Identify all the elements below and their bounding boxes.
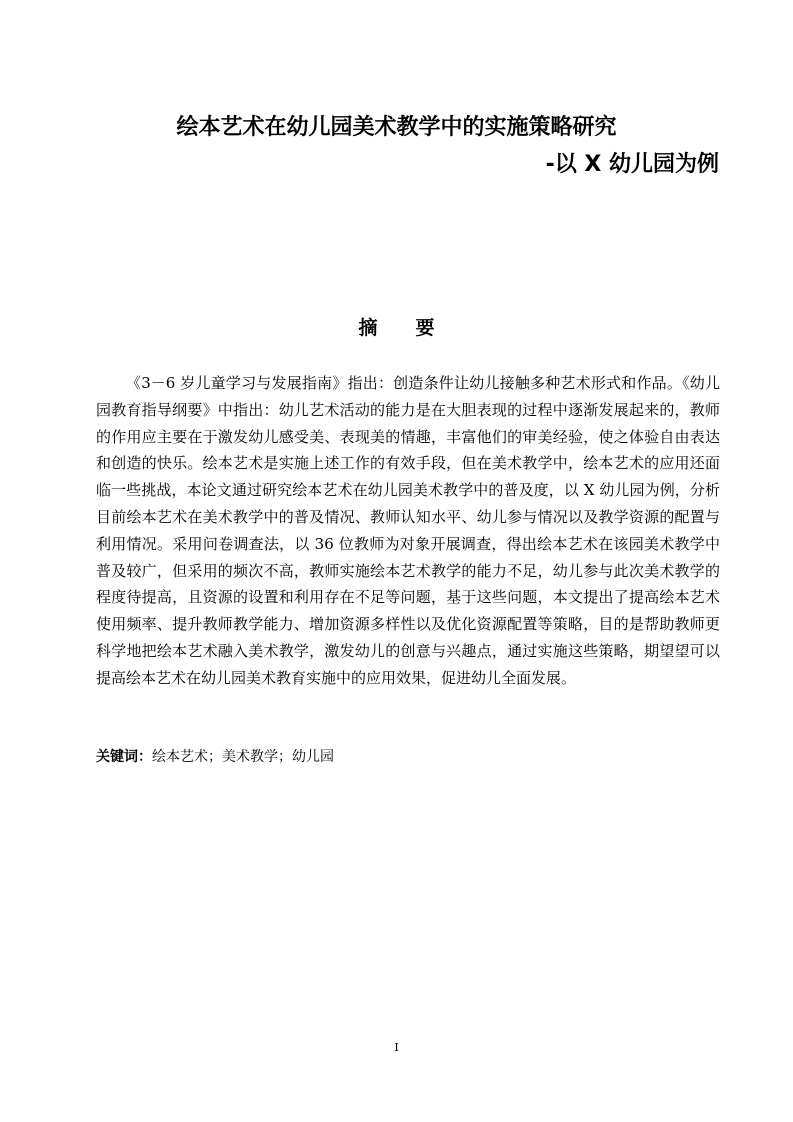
document-title: 绘本艺术在幼儿园美术教学中的实施策略研究: [176, 115, 617, 140]
abstract-body: 《3－6 岁儿童学习与发展指南》指出：创造条件让幼儿接触多种艺术形式和作品。《幼儿园教育指导纲要》中指出：幼儿艺术活动的能力是在大胆表现的过程中逐渐发展起来的，教师的作用应主要在于激发幼儿感受美、表现美的情趣，丰富他们的审美经验，使之体验自由表达和创造的快乐。绘本艺术是实施上述工作的有效手段，但在美术教学中，绘本艺术的应用还面临一些挑战，本论文通过研究绘本艺术在幼儿园美术教学中的普及度，以 X 幼儿园为例，分析目前绘本艺术在美术教学中的普及情况、教师认知水平、幼儿参与情况以及教学资源的配置与利用情况。采用问卷调查法，以 36 位教师为对象开展调查，得出绘本艺术在该园美术教学中普及较广，但采用的频次不高，教师实施绘本艺术教学的能力不足，幼儿参与此次美术教学的程度待提高，且资源的设置和利用存在不足等问题，基于这些问题，本文提出了提高绘本艺术使用频率、提升教师教学能力、增加资源多样性以及优化资源配置等策略，目的是帮助教师更科学地把绘本艺术融入美术教学，激发幼儿的创意与兴趣点，通过实施这些策略，期望望可以提高绘本艺术在幼儿园美术教育实施中的应用效果，促进幼儿全面发展。: [96, 374, 720, 687]
keywords-label: 关键词：: [96, 749, 152, 765]
page-number: I: [394, 1041, 399, 1054]
abstract-heading: 摘要: [358, 317, 473, 339]
keywords-value: 绘本艺术；美术教学；幼儿园: [152, 749, 334, 765]
document-subtitle: -以 X 幼儿园为例: [545, 152, 719, 177]
keywords-line: [96, 745, 720, 769]
